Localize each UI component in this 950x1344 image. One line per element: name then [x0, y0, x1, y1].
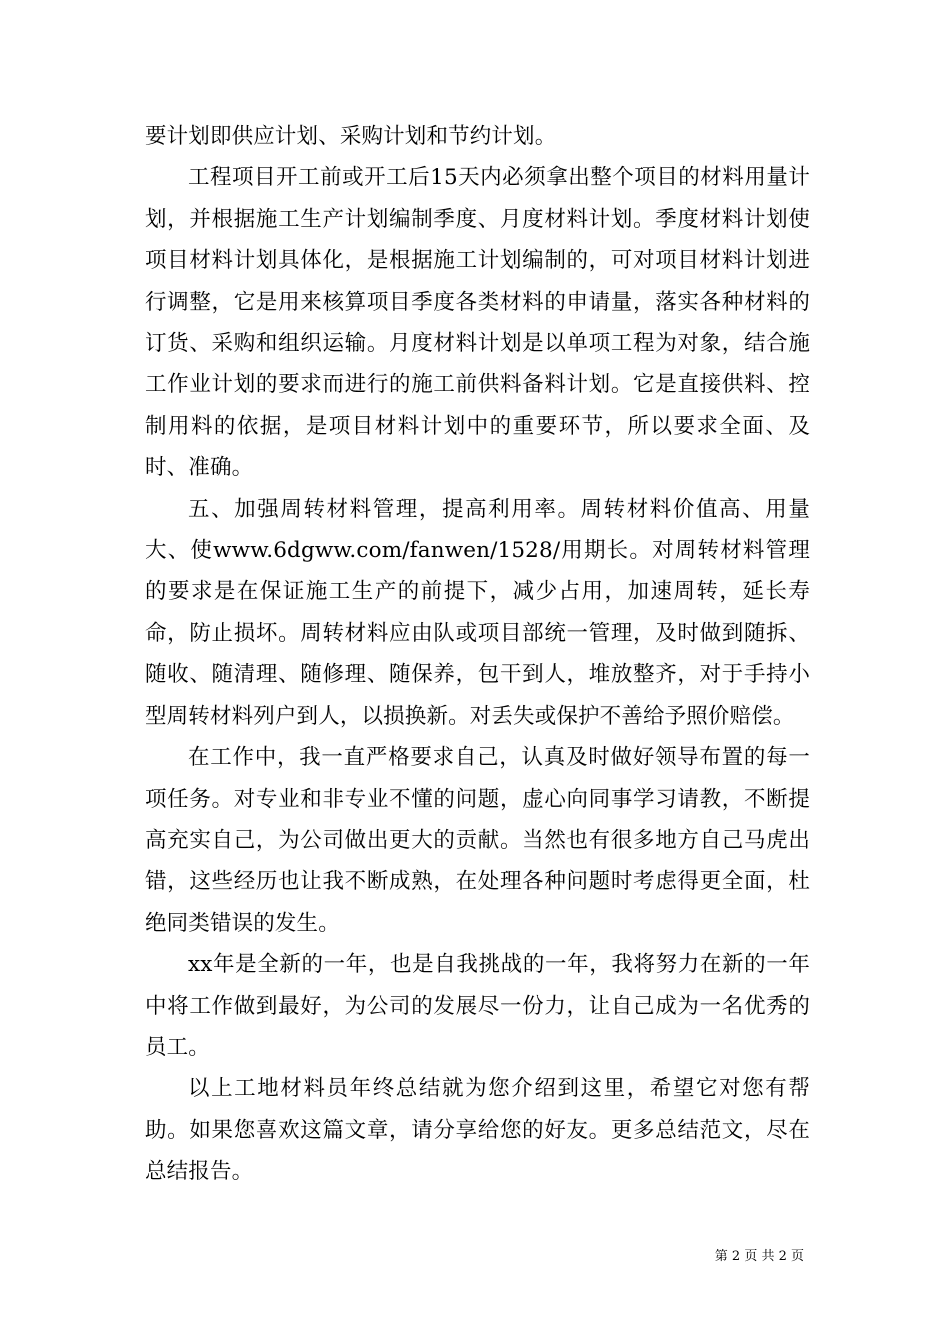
paragraph-3: 五、加强周转材料管理，提高利用率。周转材料价值高、用量大、使www.6dgww.com/fanwen/1528/用期长。对周转材料管理的要求是在保证施工生产的前提下，减少占用，加速周转，延长寿命，防止损坏。周转材料应由队或项目部统一管理，及时做到随拆、随收、随清理、随修理、随保养，包干到人，堆放整齐，对于手持小型周转材料列户到人，以损换新。对丢失或保护不善给予照价赔偿。 — [145, 496, 810, 729]
paragraph-1: 要计划即供应计划、采购计划和节约计划。 — [145, 124, 557, 149]
paragraph-4: 在工作中，我一直严格要求自己，认真及时做好领导布置的每一项任务。对专业和非专业不懂的问题，虚心向同事学习请教，不断提高充实自己，为公司做出更大的贡献。当然也有很多地方自己马虎出错，这些经历也让我不断成熟，在处理各种问题时考虑得更全面，杜绝同类错误的发生。 — [145, 745, 810, 936]
paragraph-6: 以上工地材料员年终总结就为您介绍到这里，希望它对您有帮助。如果您喜欢这篇文章，请分享给您的好友。更多总结范文，尽在总结报告。 — [145, 1076, 810, 1185]
paragraph-2: 工程项目开工前或开工后15天内必须拿出整个项目的材料用量计划，并根据施工生产计划编制季度、月度材料计划。季度材料计划使项目材料计划具体化，是根据施工计划编制的，可对项目材料计划进行调整，它是用来核算项目季度各类材料的申请量，落实各种材料的订货、采购和组织运输。月度材料计划是以单项工程为对象，结合施工作业计划的要求而进行的施工前供料备料计划。它是直接供料、控制用料的依据，是项目材料计划中的重要环节，所以要求全面、及时、准确。 — [145, 165, 810, 481]
page-number-footer: 第 2 页 共 2 页 — [714, 1249, 804, 1264]
paragraph-5: xx年是全新的一年，也是自我挑战的一年，我将努力在新的一年中将工作做到最好，为公司的发展尽一份力，让自己成为一名优秀的员工。 — [145, 952, 810, 1060]
document-body — [145, 116, 810, 1193]
